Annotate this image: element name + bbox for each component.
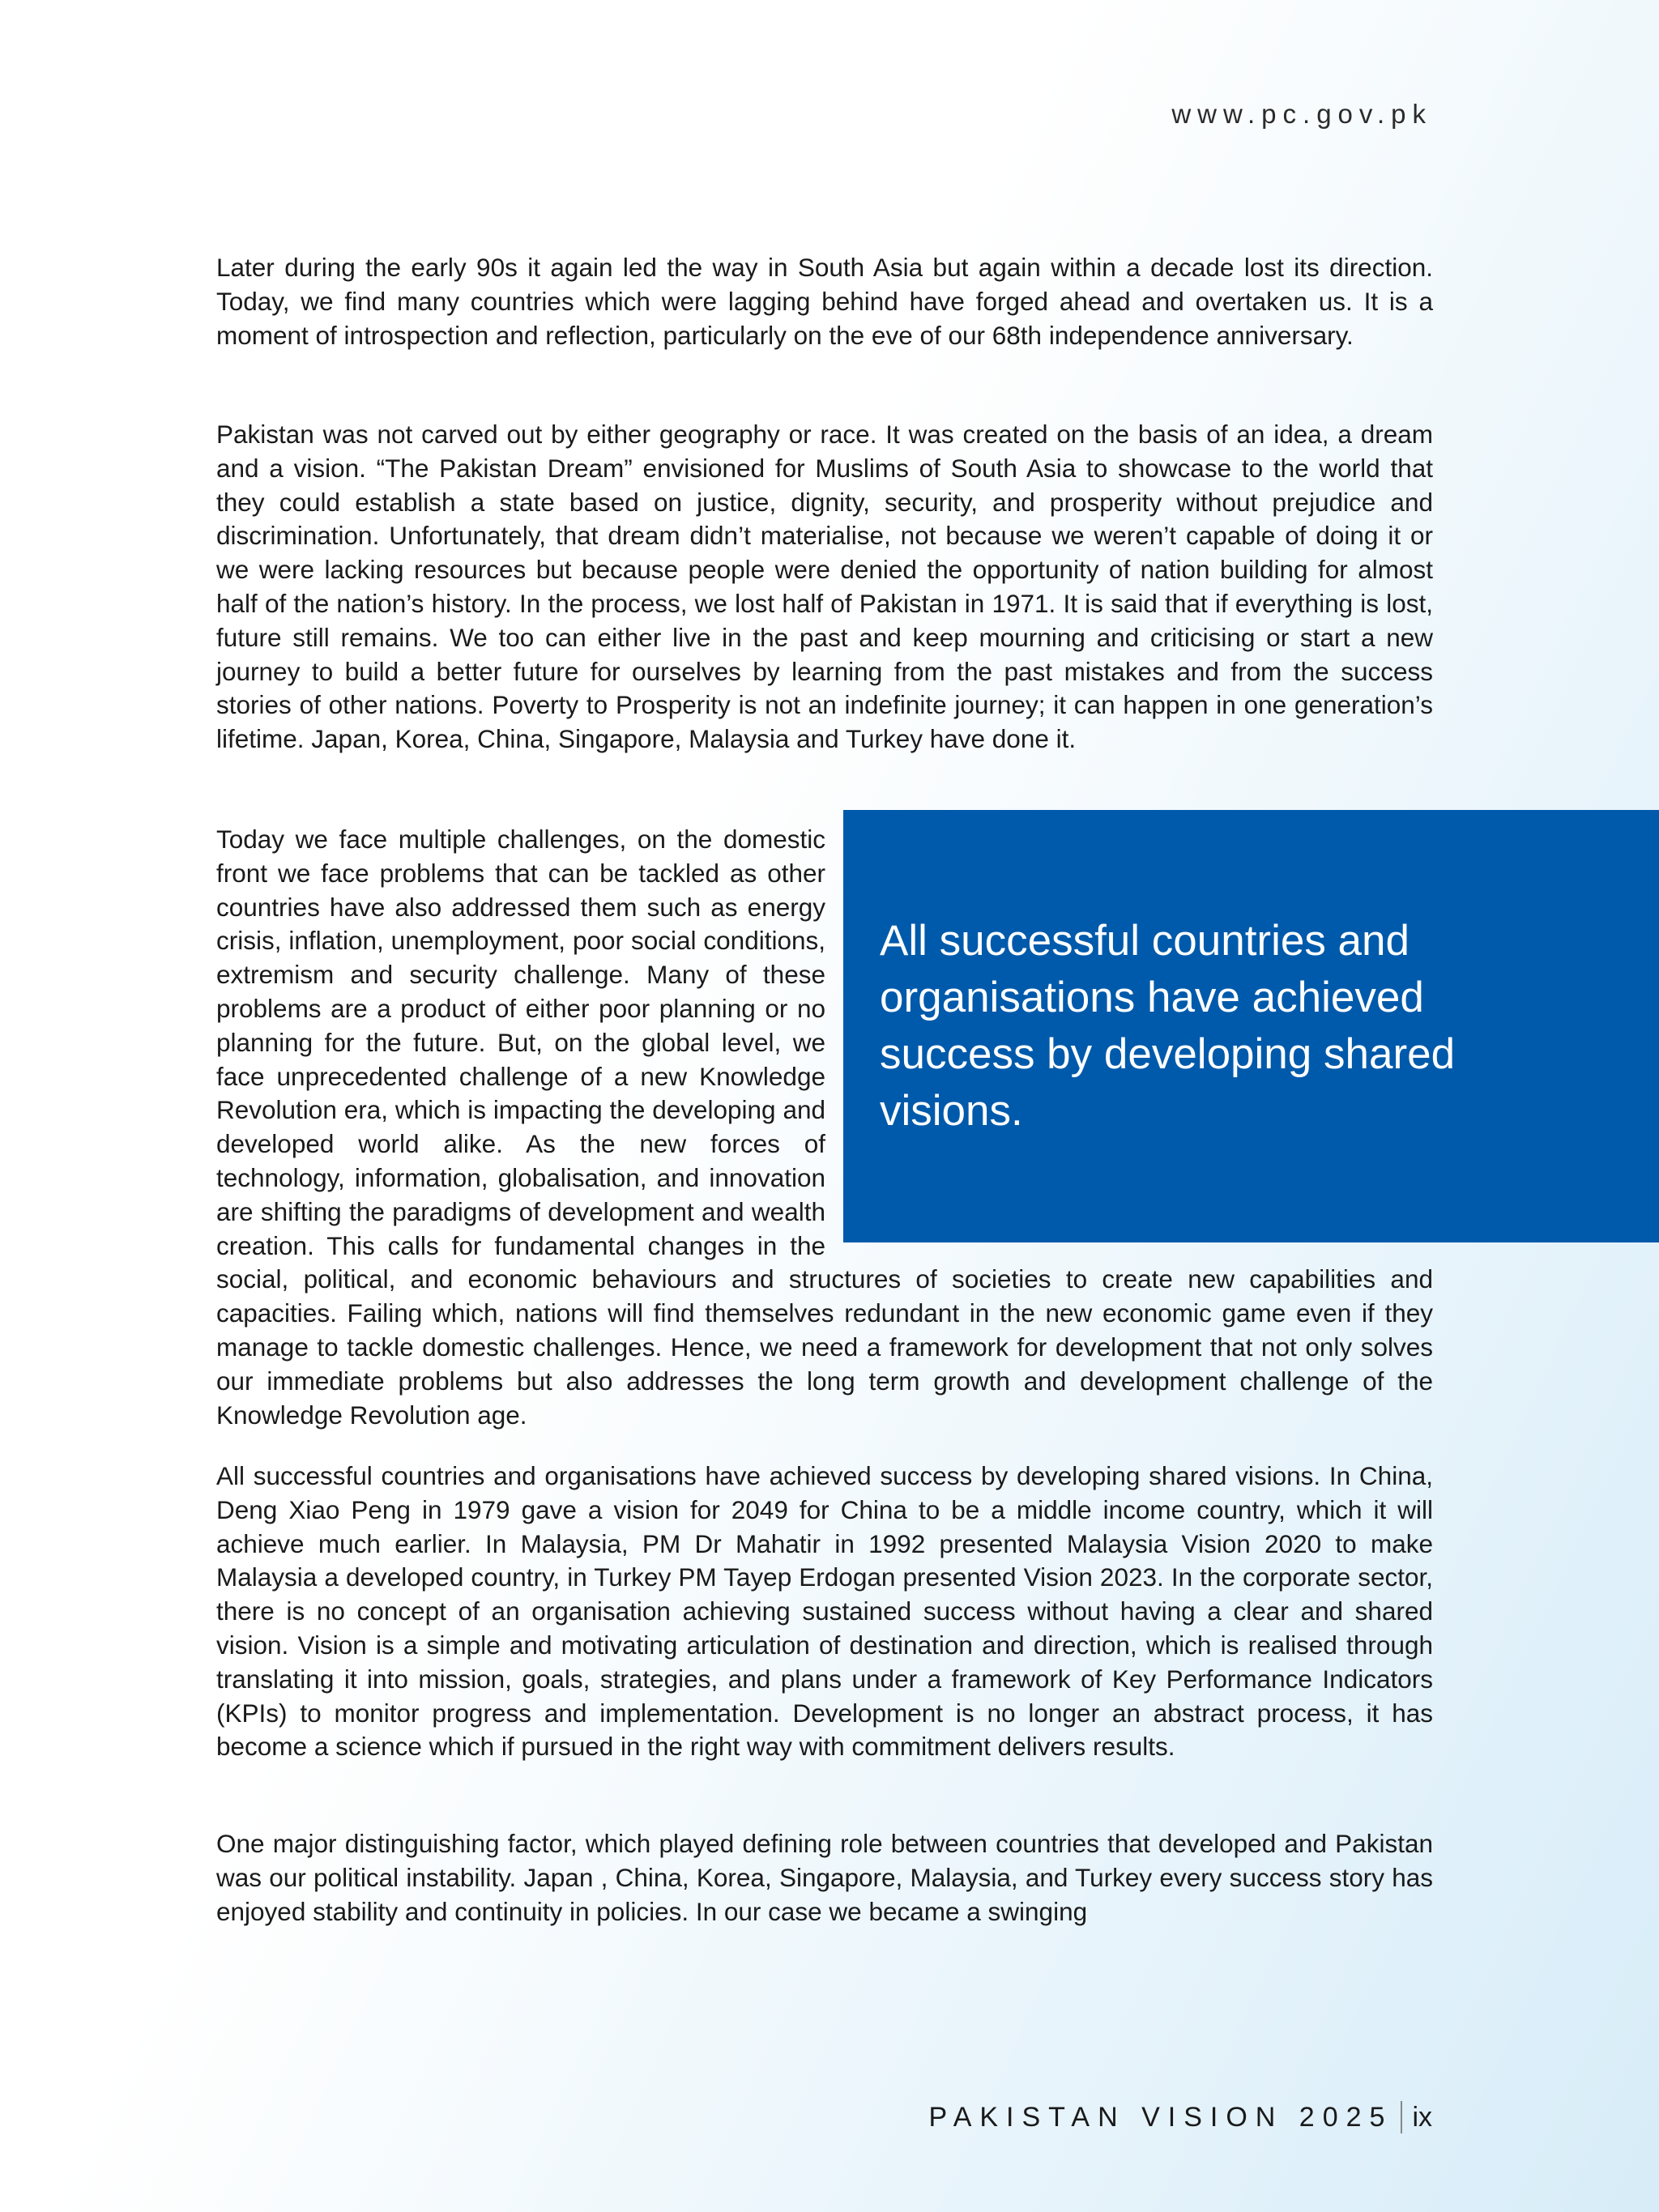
paragraph-1: Later during the early 90s it again led the way in South Asia but again within a decade lost its direction. Today, we find many countries which were lagging behind have forged ahead and overtaken us. It is a moment of introspection and reflection, particularly on the eve of our 68th independence anniversary. (216, 253, 1433, 350)
pull-quote-box (843, 810, 1659, 1242)
footer-title: PAKISTAN VISION 2025 (928, 2101, 1393, 2133)
header-url: www.pc.gov.pk (1171, 99, 1432, 129)
paragraph-4: All successful countries and organisations have achieved success by developing shared visions. In China, Deng Xiao Peng in 1979 gave a vision for 2049 for China to be a middle income country, which it will achieve much earlier. In Malaysia, PM Dr Mahatir in 1992 presented Malaysia Vision 2020 to make Malaysia a developed country, in Turkey PM Tayep Erdogan presented Vision 2023. In the corporate sector, there is no concept of an organisation achieving sustained success without having a clear and shared vision. Vision is a simple and motivating articulation of destination and direction, which is realised through translating it into mission, goals, strategies, and plans under a framework of Key Performance Indicators (KPIs) to monitor progress and implementation. Development is no longer an abstract process, it has become a science which if pursued in the right way with commitment delivers results. (216, 1461, 1433, 1762)
page-number: ix (1412, 2101, 1432, 2133)
paragraph-3-text: Today we face multiple challenges, on the domestic front we face problems that can be tackled as other countries have also addressed them such as energy crisis, inflation, unemployment, poor social conditions, extremism and security challenge. Many of these problems are a product of either poor planning or no planning for the future. But, on the global level, we face unprecedented challenge of a new Knowledge Revolution era, which is impacting the developing and developed world alike. As the new forces of technology, information, globalisation, and innovation are shifting the paradigms of development and wealth creation. This calls for fundamental changes in the social, political, and economic behaviours and structures of societies to create new capabilities and capacities. Failing which, nations will find themselves redundant in the new economic game even if they manage to tackle domestic challenges. Hence, we need a framework for development that not only solves our immediate problems but also addresses the long term growth and development challenge of the Knowledge Revolution age. (216, 825, 1433, 1430)
paragraph-5: One major distinguishing factor, which played defining role between countries that developed and Pakistan was our political instability. Japan , China, Korea, Singapore, Malaysia, and Turkey every success story has enjoyed stability and continuity in policies. In our case we became a swinging (216, 1829, 1433, 1926)
paragraph-2: Pakistan was not carved out by either geography or race. It was created on the basis of an idea, a dream and a vision. “The Pakistan Dream” envisioned for Muslims of South Asia to showcase to the world that they could establish a state based on justice, dignity, security, and prosperity without prejudice and discrimination. Unfortunately, that dream didn’t materialise, not because we weren’t capable of doing it or we were lacking resources but because people were denied the opportunity of nation building for almost half of the nation’s history. In the process, we lost half of Pakistan in 1971. It is said that if everything is lost, future still remains. We too can either live in the past and keep mourning and criticising or start a new journey to build a better future for ourselves by learning from the past mistakes and from the success stories of other nations. Poverty to Prosperity is not an indefinite journey; it can happen in one generation’s lifetime. Japan, Korea, China, Singapore, Malaysia and Turkey have done it. (216, 420, 1433, 754)
pull-quote-text: All successful countries and organisations have achieved success by developing shared visions. (880, 917, 1456, 1135)
footer-divider (1401, 2101, 1402, 2133)
page-footer (929, 2101, 1432, 2133)
